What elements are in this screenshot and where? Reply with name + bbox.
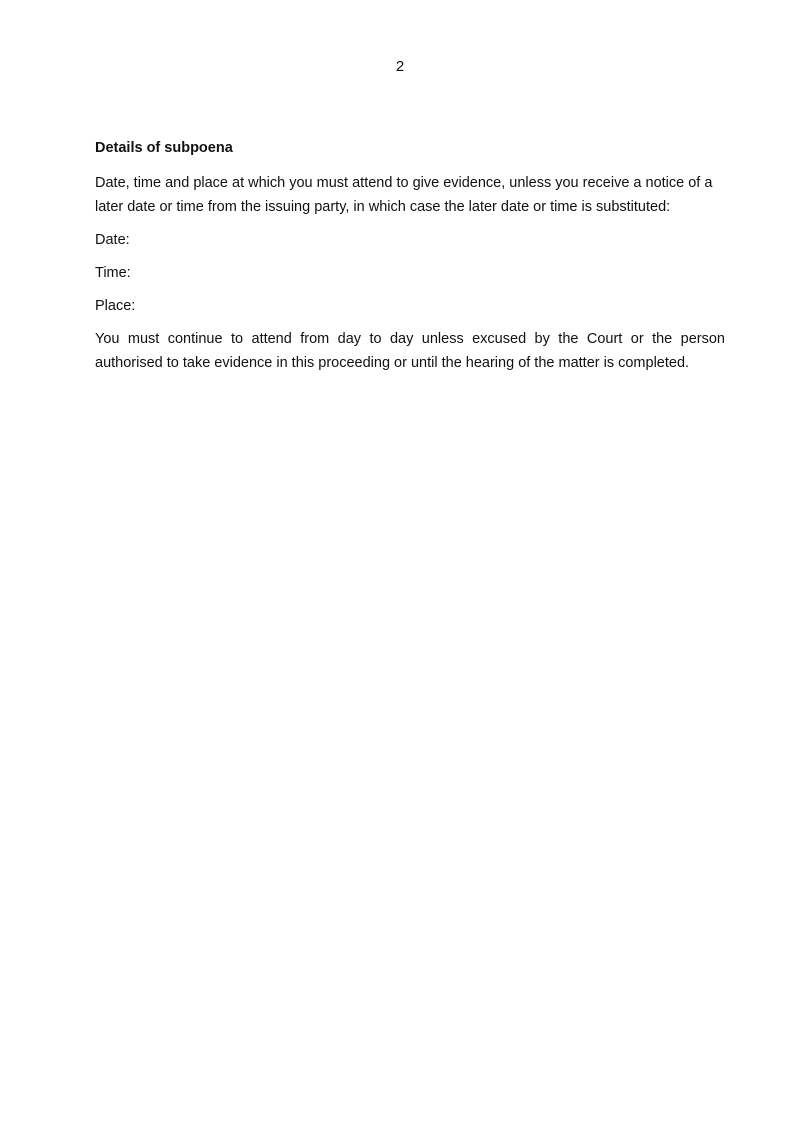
section-heading: Details of subpoena (95, 140, 233, 156)
continued-attendance-paragraph: You must continue to attend from day to day unless excused by the Court or the person authorised to take evidence in this proceeding or until the hearing of the matter is completed. (95, 331, 725, 371)
attendance-instructions: Date, time and place at which you must attend to give evidence, unless you receive a notice of a later date or time from the issuing party, in which case the later date or time is substituted: (95, 175, 713, 215)
subpoena-details-section (95, 139, 725, 384)
page-number: 2 (395, 58, 405, 75)
place-field-label: Place: (95, 298, 136, 314)
time-field-label: Time: (95, 265, 131, 281)
date-field-label: Date: (95, 232, 130, 248)
